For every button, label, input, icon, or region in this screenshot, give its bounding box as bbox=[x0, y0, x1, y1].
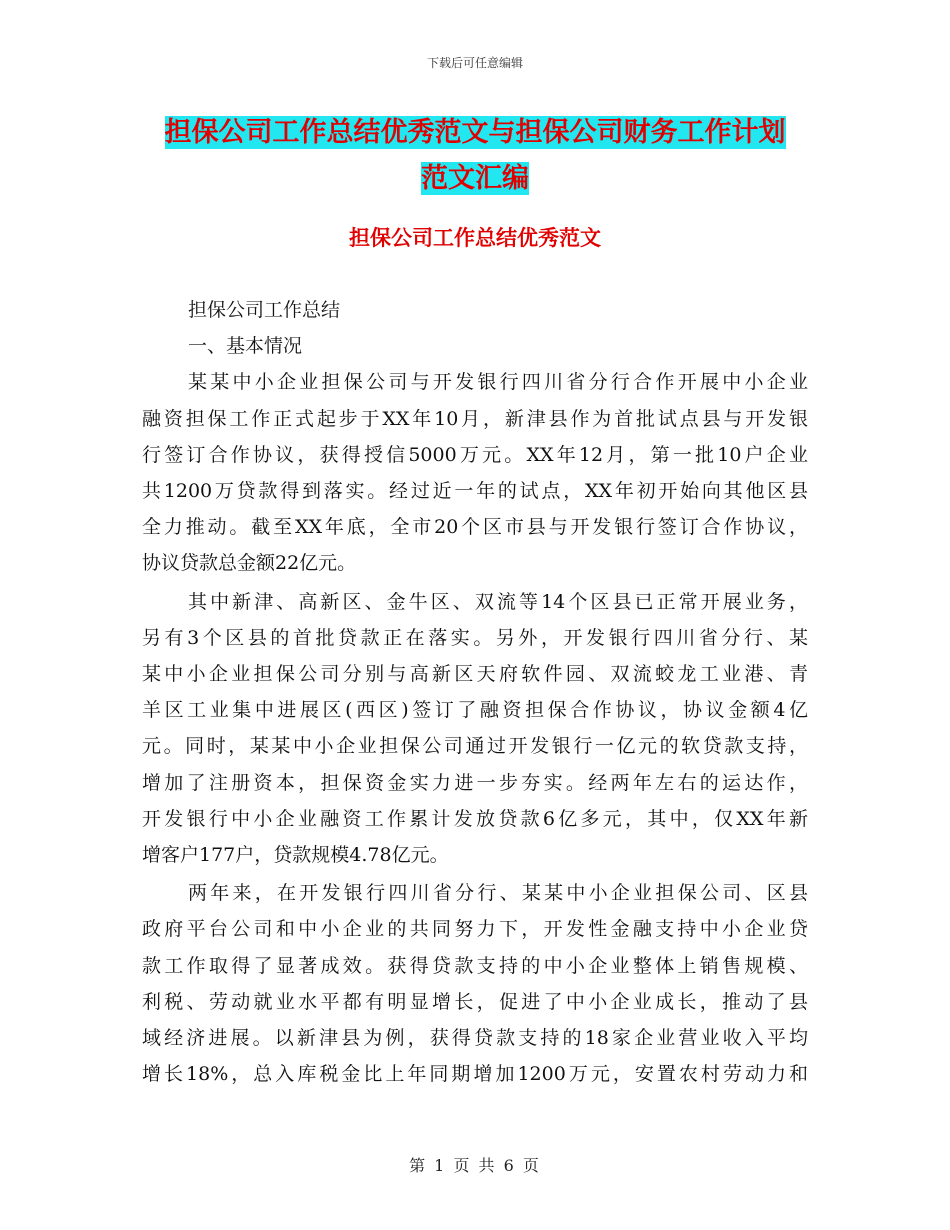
body-subheading: 一、基本情况 bbox=[188, 335, 303, 358]
title-line-2: 范文汇编 bbox=[421, 163, 529, 194]
paragraph-line: 某某中小企业担保公司与开发银行四川省分行合作开展中小企业 bbox=[188, 371, 808, 394]
section-title: 担保公司工作总结优秀范文 bbox=[349, 226, 601, 250]
paragraph-line: 行签订合作协议，获得授信5000万元。XX年12月，第一批10户企业 bbox=[142, 443, 808, 466]
paragraph-line: 政府平台公司和中小企业的共同努力下，开发性金融支持中小企业贷 bbox=[142, 918, 808, 941]
paragraph-line: 增客户177户，贷款规模4.78亿元。 bbox=[142, 844, 449, 867]
paragraph-line: 两年来，在开发银行四川省分行、某某中小企业担保公司、区县 bbox=[188, 882, 808, 905]
paragraph-line: 增加了注册资本，担保资金实力进一步夯实。经两年左右的运达作， bbox=[142, 771, 808, 794]
page-header-note: 下载后可任意编辑 bbox=[426, 56, 523, 70]
paragraph-line: 开发银行中小企业融资工作累计发放贷款6亿多元，其中，仅XX年新 bbox=[142, 807, 808, 830]
paragraph-line: 协议贷款总金额22亿元。 bbox=[142, 552, 357, 575]
document-body bbox=[142, 292, 808, 1092]
paragraph-line: 利税、劳动就业水平都有明显增长，促进了中小企业成长，推动了县 bbox=[142, 990, 808, 1013]
paragraph-line: 共1200万贷款得到落实。经过近一年的试点，XX年初开始向其他区县 bbox=[142, 480, 808, 503]
paragraph-2 bbox=[142, 584, 808, 874]
paragraph-line: 某中小企业担保公司分别与高新区天府软件园、双流蛟龙工业港、青 bbox=[142, 663, 808, 686]
page-number-footer: 第 1 页 共 6 页 bbox=[409, 1156, 541, 1175]
paragraph-line: 增长18%，总入库税金比上年同期增加1200万元，安置农村劳动力和 bbox=[142, 1063, 808, 1086]
document-title bbox=[0, 110, 950, 202]
title-line-1: 担保公司工作总结优秀范文与担保公司财务工作计划 bbox=[164, 117, 786, 148]
paragraph-1 bbox=[142, 364, 808, 581]
paragraph-line: 羊区工业集中进展区(西区)签订了融资担保合作协议，协议金额4亿 bbox=[142, 699, 808, 722]
body-heading: 担保公司工作总结 bbox=[188, 299, 341, 321]
paragraph-line: 其中新津、高新区、金牛区、双流等14个区县已正常开展业务， bbox=[188, 590, 808, 613]
paragraph-3 bbox=[142, 875, 808, 1092]
paragraph-line: 元。同时，某某中小企业担保公司通过开发银行一亿元的软贷款支持， bbox=[142, 735, 808, 758]
paragraph-line: 全力推动。截至XX年底，全市20个区市县与开发银行签订合作协议， bbox=[142, 516, 808, 539]
paragraph-line: 另有3个区县的首批贷款正在落实。另外，开发银行四川省分行、某 bbox=[142, 626, 808, 649]
paragraph-line: 域经济进展。以新津县为例，获得贷款支持的18家企业营业收入平均 bbox=[142, 1027, 808, 1050]
paragraph-line: 款工作取得了显著成效。获得贷款支持的中小企业整体上销售规模、 bbox=[142, 954, 808, 977]
paragraph-line: 融资担保工作正式起步于XX年10月，新津县作为首批试点县与开发银 bbox=[142, 407, 808, 430]
